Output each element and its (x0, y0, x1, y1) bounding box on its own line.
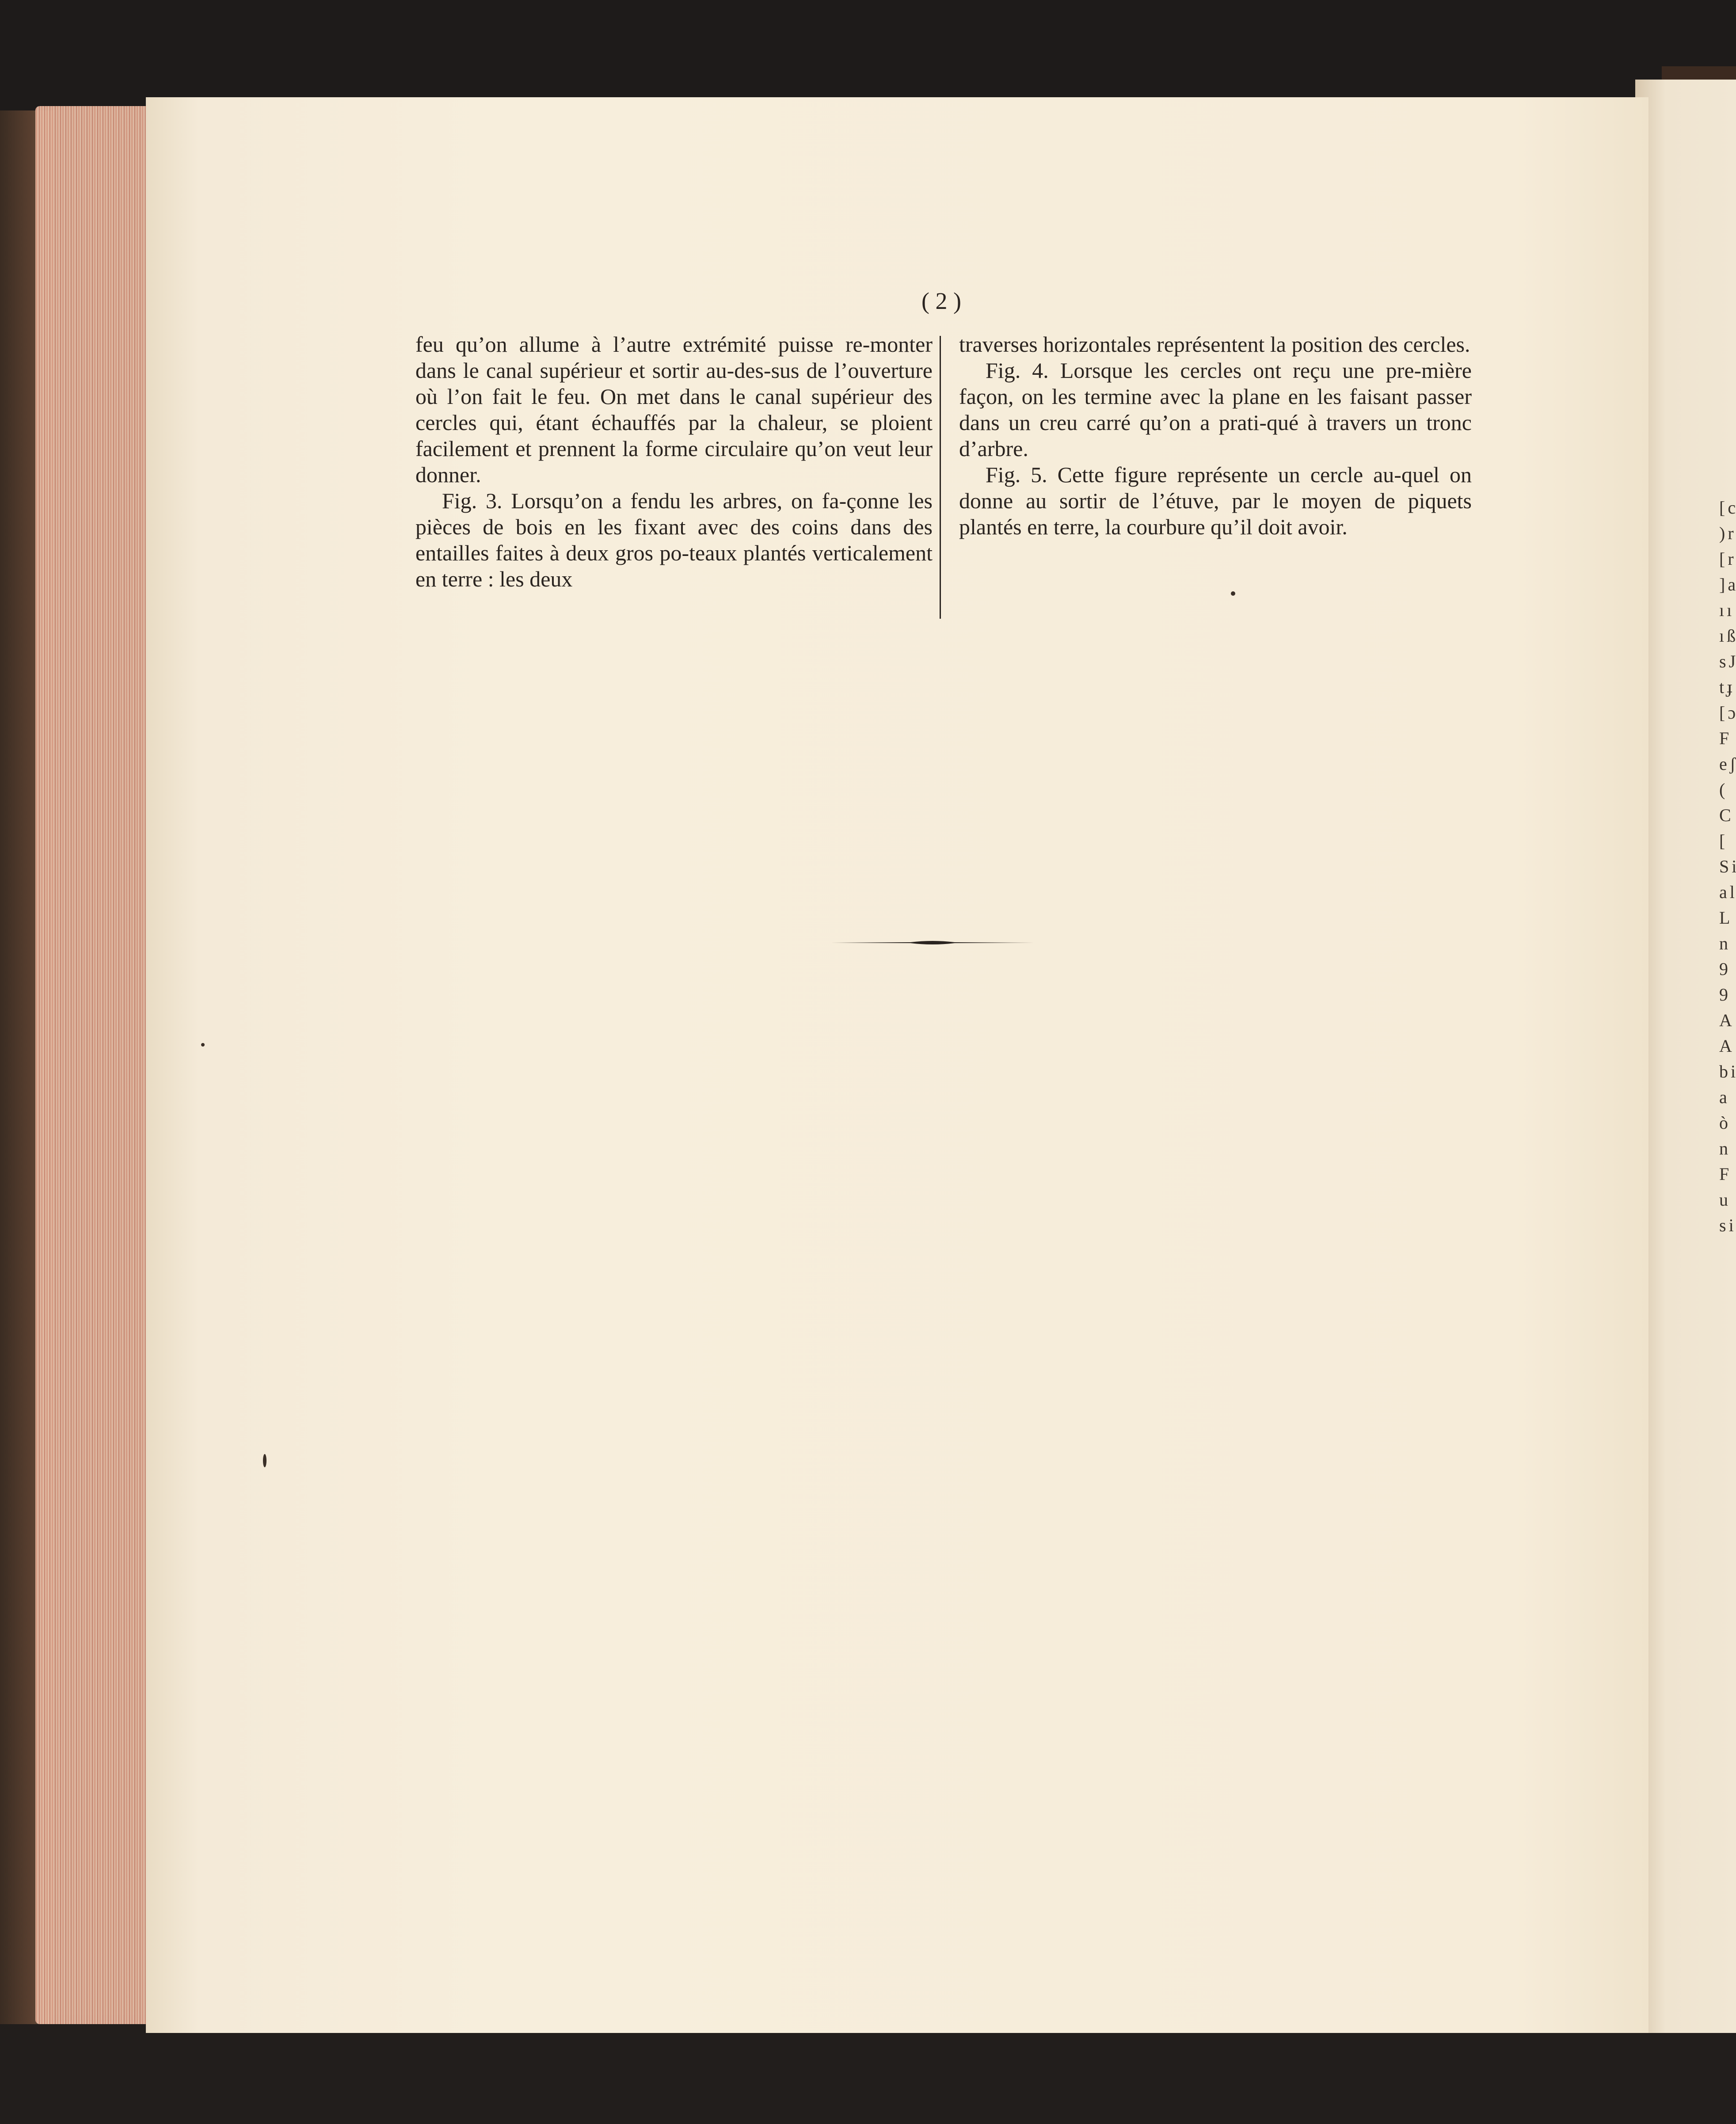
page-edges (35, 106, 155, 2024)
background-top (0, 0, 1736, 110)
ornament-rule (831, 940, 1034, 946)
paragraph: Fig. 4. Lorsque les cercles ont reçu une pre-mière façon, on les termine avec la plane en les faisant passer dans un creu carré qu’on a prati-qué à travers un tronc d’arbre. (959, 358, 1472, 461)
paragraph: traverses horizontales représentent la position des cercles. (959, 332, 1470, 357)
paragraph: Fig. 3. Lorsqu’on a fendu les arbres, on fa-çonne les pièces de bois en les fixant avec des coins dans des entailles faites à deux gros po-teaux plantés verticalement en terre : les deux (415, 488, 933, 591)
paragraph: feu qu’on allume à l’autre extrémité puisse re-monter dans le canal supérieur et sortir au-des-sus de l’ouverture où l’on fait le feu. On met dans le canal supérieur des cercles qui, étant échauffés par la chaleur, se ploient facilement et prennent la forme circulaire qu’on veut leur donner. (415, 332, 933, 487)
ink-speck (201, 1043, 205, 1047)
ink-speck (1231, 591, 1235, 596)
text-column-left (415, 331, 933, 592)
column-divider (940, 336, 941, 619)
ink-speck (263, 1454, 266, 1467)
facing-page-bleed-text: [ c ) r [ r ] a ı ı ı ß s J t ɟ [ ɔ F e ʃ ( C [ S i a l L n 9 9 A A b i a ò n F u s i (1719, 498, 1736, 1235)
paragraph: Fig. 5. Cette figure représente un cercle au-quel on donne au sortir de l’étuve, par le moyen de piquets plantés en terre, la courbure qu’il doit avoir. (959, 462, 1472, 539)
page-number: ( 2 ) (921, 288, 961, 314)
text-column-right (959, 331, 1472, 540)
